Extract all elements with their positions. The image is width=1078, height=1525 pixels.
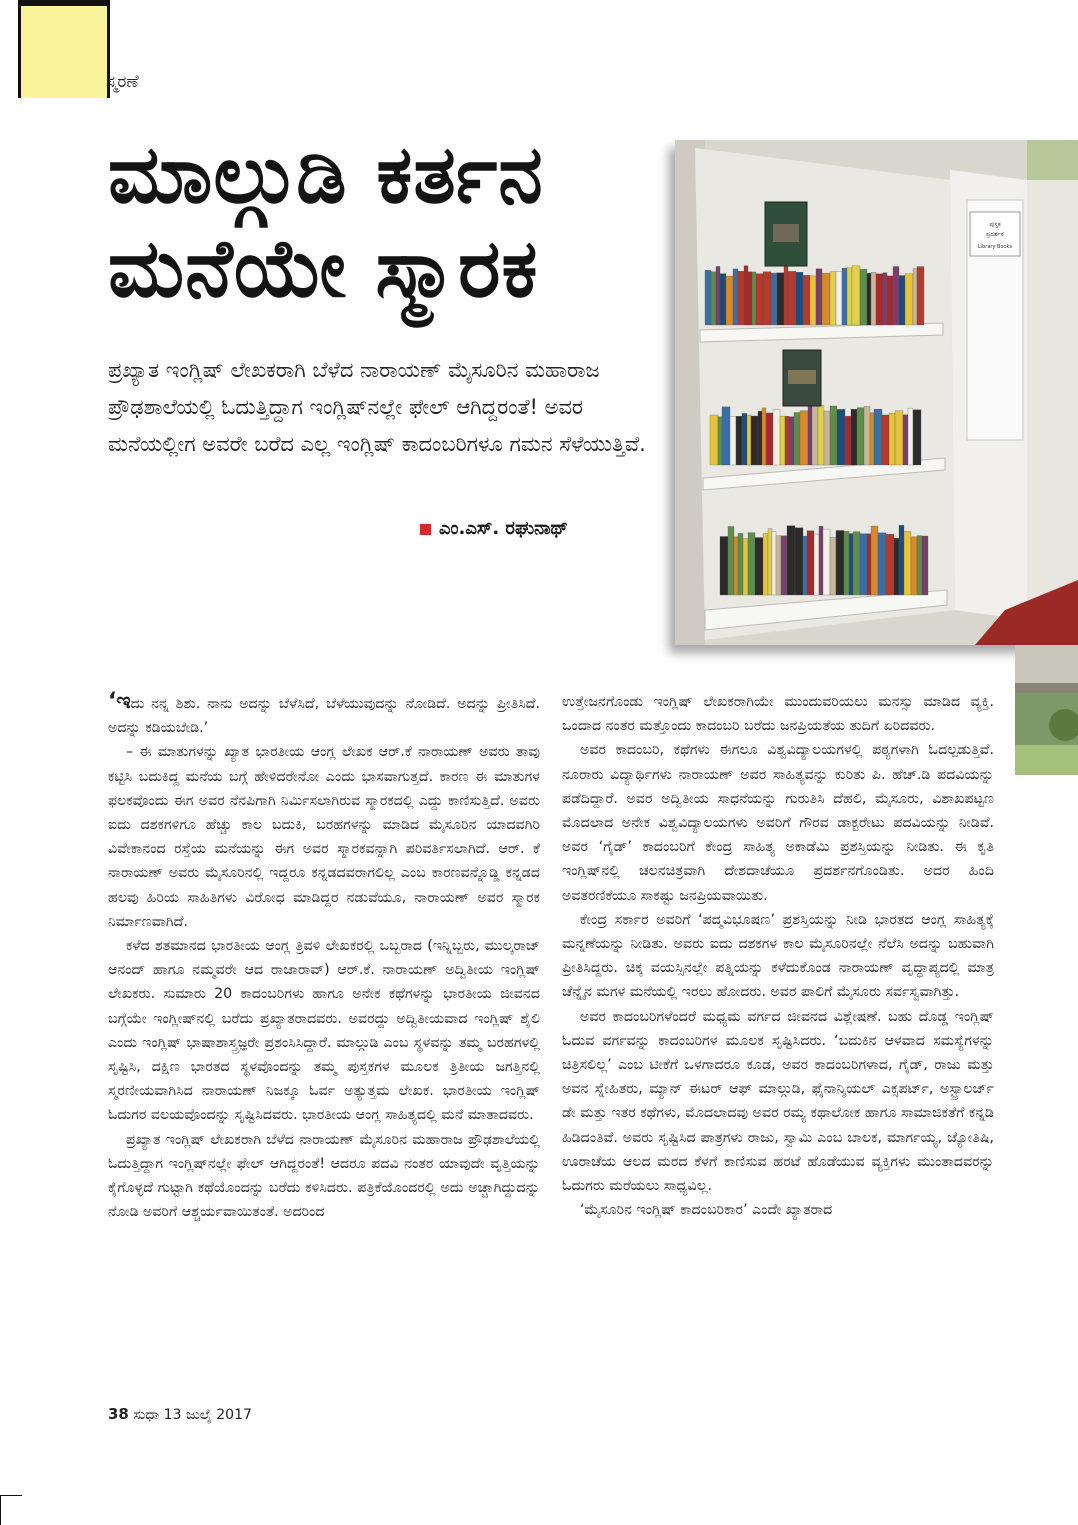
book-spine	[887, 276, 893, 325]
book-spine	[794, 412, 800, 465]
section-tab	[18, 0, 110, 98]
book-spine	[874, 409, 882, 465]
book-spine	[748, 272, 752, 325]
byline	[420, 518, 568, 539]
featured-book	[773, 224, 799, 242]
bookshelf-illustration	[675, 140, 1078, 645]
book-spine	[852, 266, 860, 325]
book-spine	[773, 409, 780, 465]
book-spine	[895, 411, 903, 465]
book-spine	[784, 266, 788, 325]
paragraph: ಪ್ರಖ್ಯಾತ ಇಂಗ್ಲಿಷ್ ಲೇಖಕರಾಗಿ ಬೆಳೆದ ನಾರಾಯಣ್ ಮೈಸೂರಿನ ಮಹಾರಾಜ ಪ್ರೌಢಶಾಲೆಯಲ್ಲಿ ಓದುತ್ತಿದ್ದಾಗ ಇಂಗ್ಲಿಷ್‌ನಲ್ಲೇ ಫೇಲ್ ಆಗಿದ್ದರಂತೆ! ಆದರೂ ಪದವಿ ನಂತರ ಯಾವುದೇ ವೃತ್ತಿಯನ್ನು ಕೈಗೊಳ್ಳದೆ ಗುಟ್ಟಾಗಿ ಕಥೆಯೊಂದನ್ನು ಬರೆದು ಕಳಿಸಿದರು. ಪತ್ರಿಕೆಯೊಂದರಲ್ಲಿ ಅದು ಅಚ್ಚಾಗಿದ್ದುದನ್ನು ನೋಡಿ ಅವರಿಗೆ ಆಶ್ಚರ್ಯವಾಯಿತಂತೆ. ಅದರಿಂದ	[108, 1131, 540, 1221]
article-column-left	[108, 690, 540, 1224]
book-spine	[747, 415, 751, 465]
byline-author: ಎಂ.ಎಸ್. ರಘುನಾಥ್	[439, 518, 569, 539]
book-spine	[800, 411, 808, 465]
book-spine	[886, 534, 894, 595]
paragraph: ಅವರ ಕಾದಂಬರಿ, ಕಥೆಗಳು ಈಗಲೂ ವಿಶ್ವವಿದ್ಯಾಲಯಗಳಲ್ಲಿ ಪಠ್ಯಗಳಾಗಿ ಓದಲ್ಪಡುತ್ತಿವೆ. ನೂರಾರು ವಿದ್ಯಾರ್ಥಿಗಳು ನಾರಾಯಣ್ ಅವರ ಸಾಹಿತ್ಯವನ್ನು ಕುರಿತು ಪಿ. ಹೆಚ್.ಡಿ ಪದವಿಯನ್ನು ಪಡೆದಿದ್ದಾರೆ. ಅವರ ಅದ್ವಿತೀಯ ಸಾಧನೆಯನ್ನು ಗುರುತಿಸಿ ದೆಹಲಿ, ಮೈಸೂರು, ವಿಶಾಖಪಟ್ಟಣ ಮೊದಲಾದ ಅನೇಕ ವಿಶ್ವವಿದ್ಯಾಲಯಗಳು ಅವರಿಗೆ ಗೌರವ ಡಾಕ್ಟರೇಟು ಪದವಿಯನ್ನು ನೀಡಿವೆ. ಅವರ ‘ಗೈಡ್’ ಕಾದಂಬರಿಗೆ ಕೇಂದ್ರ ಸಾಹಿತ್ಯ ಅಕಾಡೆಮಿ ಪ್ರಶಸ್ತಿಯನ್ನು ನೀಡಿತು. ಈ ಕೃತಿ ಇಂಗ್ಲಿಷ್‌ನಲ್ಲಿ ಚಲನಚಿತ್ರವಾಗಿ ದೇಶದಾಚೆಯೂ ಪ್ರದರ್ಶನಗೊಂಡಿತು. ಅದರ ಹಿಂದಿ ಅವತರಣಿಕೆಯೂ ಸಾಕಷ್ಟು ಜನಪ್ರಿಯವಾಯಿತು.	[562, 742, 994, 904]
book-spine	[836, 272, 842, 325]
paragraph: ‘ಮೈಸೂರಿನ ಇಂಗ್ಲಿಷ್ ಕಾದಂಬರಿಕಾರ’ ಎಂದೇ ಖ್ಯಾತರಾದ	[580, 1202, 833, 1219]
book-spine	[837, 409, 845, 465]
paragraph: ಅವರ ಕಾದಂಬರಿಗಳೆಂದರೆ ಮಧ್ಯಮ ವರ್ಗದ ಜೀವನದ ವಿಶ್ಲೇಷಣೆ. ಬಹು ದೊಡ್ಡ ಇಂಗ್ಲಿಷ್ ಓದುವ ವರ್ಗವನ್ನು ಕಾದಂಬರಿಗಳ ಮೂಲಕ ಸೃಷ್ಟಿಸಿದರು. ‘ಬದುಕಿನ ಆಳವಾದ ಸಮಸ್ಯೆಗಳನ್ನು ಚಿತ್ರಿಸಲಿಲ್ಲ’ ಎಂಬ ಟೀಕೆಗೆ ಒಳಗಾದರೂ ಕೂಡ, ಅವರ ಕಾದಂಬರಿಗಳಾದ, ಗೈಡ್, ರಾಜು ಮತ್ತು ಅವನ ಸ್ನೇಹಿತರು, ಮ್ಯಾನ್ ಈಟರ್ ಆಫ್ ಮಾಲ್ಗುಡಿ, ಫೈನಾನ್ಶಿಯಲ್ ಎಕ್ಸಪರ್ಟ್, ಅಸ್ಟ್ರಾಲರ್ಜ್ ಡೇ ಮತ್ತು ಇತರ ಕಥೆಗಳು, ಮೊದಲಾದವು ಅವರ ರಮ್ಯ ಕಥಾಲೋಕ ಹಾಗೂ ಸಾಮಾಜಿಕತೆಗೆ ಕನ್ನಡಿ ಹಿಡಿದಂತಿವೆ. ಅವರು ಸೃಷ್ಟಿಸಿದ ಪಾತ್ರಗಳು ರಾಜು, ಸ್ವಾಮಿ ಎಂಬ ಬಾಲಕ, ಮಾರ್ಗಯ್ಯ, ಜ್ಯೋತಿಷಿ, ಊರಾಚೆಯ ಆಲದ ಮರದ ಕೆಳಗೆ ಕಾಣಿಸುವ ಹರಟೆ ಹೊಡೆಯುವ ವ್ಯಕ್ತಿಗಳು ಮುಂತಾದವರನ್ನು ಓದುಗರು ಮರೆಯಲು ಸಾಧ್ಯವಿಲ್ಲ.	[562, 1008, 994, 1195]
issue-year: 2017	[216, 1407, 252, 1423]
book-spine	[849, 534, 853, 595]
crop-mark	[0, 1495, 1, 1525]
paragraph: ಕೇಂದ್ರ ಸರ್ಕಾರ ಅವರಿಗೆ ‘ಪದ್ಮವಿಭೂಷಣ’ ಪ್ರಶಸ್ತಿಯನ್ನು ನೀಡಿ ಭಾರತದ ಆಂಗ್ಲ ಸಾಹಿತ್ಯಕ್ಕೆ ಮನ್ನಣೆಯನ್ನು ನೀಡಿತು. ಅವರು ಐದು ದಶಕಗಳ ಕಾಲ ಮೈಸೂರಿನಲ್ಲೇ ನೆಲೆಸಿ ಅದನ್ನು ಬಹುವಾಗಿ ಪ್ರೀತಿಸಿದ್ದರು. ಚಿಕ್ಕ ವಯಸ್ಸಿನಲ್ಲೇ ಪತ್ನಿಯನ್ನು ಕಳೆದುಕೊಂಡ ನಾರಾಯಣ್ ವೃದ್ಧಾಪ್ಯದಲ್ಲಿ ಮಾತ್ರ ಚೆನ್ನೈನ ಮಗಳ ಮನೆಯಲ್ಲಿ ಇರಲು ಹೋದರು. ಅವರ ಪಾಲಿಗೆ ಮೈಸೂರು ಸರ್ವಸ್ವವಾಗಿತ್ತು.	[562, 911, 994, 1001]
book-spine	[796, 272, 803, 325]
book-spine	[922, 536, 928, 595]
book-spine	[720, 537, 728, 595]
book-spine	[876, 274, 883, 325]
book-spine	[899, 275, 905, 325]
book-spine	[903, 415, 908, 465]
book-spine	[913, 410, 921, 465]
book-spine	[771, 273, 777, 325]
book-spine	[751, 416, 758, 465]
book-spine	[710, 415, 718, 465]
book-spine	[716, 266, 720, 325]
book-spine	[883, 273, 887, 325]
book-spine	[845, 416, 851, 465]
book-spine	[787, 526, 795, 595]
issue-day: 13	[163, 1407, 182, 1423]
book-spine	[743, 539, 748, 595]
book-spine	[720, 274, 726, 325]
book-spine	[864, 406, 870, 465]
book-spine	[867, 273, 871, 325]
book-spine	[803, 275, 810, 325]
book-spine	[908, 408, 913, 465]
book-spine	[871, 272, 876, 325]
book-spine	[917, 536, 922, 595]
byline-bullet-icon	[420, 524, 431, 535]
garden-illustration	[1015, 645, 1078, 775]
bookshelf-photo	[675, 140, 1078, 645]
sign-text: Library Books	[977, 244, 1013, 250]
book-spine	[830, 272, 836, 325]
book-spine	[763, 272, 771, 325]
section-label: ಸ್ಮರಣೆ	[106, 72, 139, 92]
book-spine	[736, 416, 742, 465]
book-spine	[818, 405, 824, 465]
book-spine	[762, 408, 766, 465]
book-spine	[819, 526, 823, 595]
book-spine	[913, 269, 917, 325]
book-spine	[752, 272, 756, 325]
book-spine	[776, 536, 781, 595]
book-spine	[822, 273, 830, 325]
page-number: 38	[108, 1405, 129, 1423]
book-spine	[763, 534, 768, 595]
book-spine	[780, 416, 785, 465]
book-spine	[851, 409, 857, 465]
book-spine	[823, 529, 830, 595]
book-spine	[742, 413, 747, 465]
book-spine	[882, 415, 889, 465]
book-spine	[803, 536, 807, 595]
paragraph: ಕಳೆದ ಶತಮಾನದ ಭಾರತೀಯ ಆಂಗ್ಲ ತ್ರಿವಳಿ ಲೇಖಕರಲ್ಲಿ ಒಬ್ಬರಾದ (ಇನ್ನಿಬ್ಬರು, ಮುಲ್ಕರಾಜ್ ಆನಂದ್ ಹಾಗೂ ನಮ್ಮವರೇ ಆದ ರಾಜಾರಾವ್) ಆರ್.ಕೆ. ನಾರಾಯಣ್ ಅದ್ವಿತೀಯ ಇಂಗ್ಲಿಷ್ ಲೇಖಕರು. ಸುಮಾರು 20 ಕಾದಂಬರಿಗಳು ಹಾಗೂ ಅನೇಕ ಕಥೆಗಳನ್ನು ಭಾರತೀಯ ಜೀವನದ ಬಗ್ಗೆಯೇ ಇಂಗ್ಲೀಷ್‌ನಲ್ಲಿ ಬರೆದು ಪ್ರಖ್ಯಾತರಾದವರು. ಅವರದ್ದು ಅದ್ವಿತೀಯವಾದ ಇಂಗ್ಲಿಷ್ ಶೈಲಿ ಎಂದು ಇಂಗ್ಲಿಷ್ ಭಾಷಾಶಾಸ್ತ್ರಜ್ಞರೇ ಪ್ರಶಂಸಿಸಿದ್ದಾರೆ. ಮಾಲ್ಗುಡಿ ಎಂಬ ಸ್ಥಳವನ್ನು ತಮ್ಮ ಬರಹಗಳಲ್ಲಿ ಸೃಷ್ಟಿಸಿ, ದಕ್ಷಿಣ ಭಾರತದ ಸ್ಥಳವೊಂದನ್ನು ತಮ್ಮ ಪುಸ್ತಕಗಳ ಮೂಲಕ ತ್ರಿತೀಯ ಜಗತ್ತಿನಲ್ಲಿ ಸ್ಮರಣೀಯವಾಗಿಸಿದ ನಾರಾಯಣ್ ನಿಜಕ್ಕೂ ಓರ್ವ ಅತ್ಯುತ್ತಮ ಲೇಖಕ. ಭಾರತೀಯ ಇಂಗ್ಲಿಷ್ ಓದುಗರ ವಲಯವೊಂದನ್ನು ಸೃಷ್ಟಿಸಿದವರು. ಭಾರತೀಯ ಆಂಗ್ಲ ಸಾಹಿತ್ಯದಲ್ಲಿ ಮನೆ ಮಾತಾದವರು.	[108, 938, 540, 1124]
book-spine	[777, 273, 784, 325]
book-spine	[788, 271, 796, 325]
book-spine	[816, 269, 822, 325]
book-spine	[766, 413, 773, 465]
book-spine	[789, 417, 794, 465]
article-column-right	[562, 690, 994, 1222]
book-spine	[730, 416, 736, 465]
paragraph: ‘ಇದು ನನ್ನ ಶಿಶು. ನಾನು ಅದನ್ನು ಬೆಳೆಸಿದೆ, ಬೆಳೆಯುವುದನ್ನು ನೋಡಿದೆ. ಅದನ್ನು ಪ್ರೀತಿಸಿದೆ. ಅದನ್ನು ಕಡಿಯಬೇಡಿ.’	[108, 689, 540, 737]
book-spine	[758, 411, 762, 465]
book-spine	[844, 531, 849, 595]
book-spine	[830, 537, 836, 595]
book-spine	[733, 269, 738, 325]
book-spine	[734, 537, 738, 595]
book-spine	[893, 267, 899, 325]
book-spine	[705, 270, 711, 325]
book-spine	[878, 533, 886, 595]
book-spine	[847, 268, 852, 325]
book-spine	[911, 537, 917, 595]
standfirst: ಪ್ರಖ್ಯಾತ ಇಂಗ್ಲಿಷ್ ಲೇಖಕರಾಗಿ ಬೆಳೆದ ನಾರಾಯಣ್ ಮೈಸೂರಿನ ಮಹಾರಾಜ ಪ್ರೌಢಶಾಲೆಯಲ್ಲಿ ಓದುತ್ತಿದ್ದಾಗ ಇಂಗ್ಲಿಷ್‌ನಲ್ಲೇ ಫೇಲ್ ಆಗಿದ್ದರಂತೆ! ಅವರ ಮನೆಯಲ್ಲೀಗ ಅವರೇ ಬರೆದ ಎಲ್ಲ ಇಂಗ್ಲಿಷ್ ಕಾದಂಬರಿಗಳೂ ಗಮನ ಸೆಳೆಯುತ್ತಿವೆ.	[108, 358, 646, 456]
book-spine	[836, 530, 844, 595]
book-spine	[842, 268, 847, 325]
book-spine	[738, 533, 743, 595]
book-spine	[718, 417, 722, 465]
book-spine	[781, 536, 787, 595]
book-spine	[857, 408, 864, 465]
book-spine	[889, 413, 895, 465]
book-spine	[726, 276, 733, 325]
book-spine	[755, 538, 763, 595]
book-spine	[711, 272, 716, 325]
headline-line-1: ಮಾಲ್ಗುಡಿ ಕರ್ತನ	[108, 128, 544, 221]
book-spine	[810, 276, 816, 325]
magazine-name: ಸುಧಾ	[133, 1407, 160, 1423]
book-spine	[722, 407, 730, 465]
book-spine	[853, 532, 860, 595]
book-spine	[768, 529, 772, 595]
book-spine	[824, 411, 830, 465]
book-spine	[808, 406, 812, 465]
book-spine	[772, 531, 776, 595]
book-spine	[917, 267, 924, 325]
book-spine	[814, 534, 819, 595]
book-spine	[830, 406, 837, 465]
book-spine	[756, 274, 763, 325]
book-spine	[905, 274, 913, 325]
book-spine	[812, 406, 818, 465]
paragraph: – ಈ ಮಾತುಗಳನ್ನು ಖ್ಯಾತ ಭಾರತೀಯ ಆಂಗ್ಲ ಲೇಖಕ ಆರ್.ಕೆ ನಾರಾಯಣ್ ಅವರು ತಾವು ಕಟ್ಟಿಸಿ ಬದುಕಿದ್ದ ಮನೆಯ ಬಗ್ಗೆ ಹೇಳಿದರೇನೋ ಎಂದು ಭಾಸವಾಗುತ್ತದೆ. ಕಾರಣ ಈ ಮಾತುಗಳ ಫಲಕವೊಂದು ಈಗ ಅವರ ನೆನಪಿಗಾಗಿ ನಿರ್ಮಿಸಲಾಗಿರುವ ಸ್ಮಾರಕದಲ್ಲಿ ಎದ್ದು ಕಾಣಿಸುತ್ತಿದೆ. ಅವರು ಐದು ದಶಕಗಳಿಗೂ ಹೆಚ್ಚು ಕಾಲ ಬದುಕಿ, ಬರಹಗಳನ್ನು ಮಾಡಿದ ಮೈಸೂರಿನ ಯಾದವಗಿರಿ ವಿವೇಕಾನಂದ ರಸ್ತೆಯ ಮನೆಯನ್ನು ಈಗ ಅವರ ಸ್ಮಾರಕವನ್ನಾಗಿ ಪರಿವರ್ತಿಸಲಾಗಿದೆ. ಆರ್. ಕೆ ನಾರಾಯಣ್ ಅವರು ಮೈಸೂರಿನಲ್ಲಿ ಇದ್ದರೂ ಕನ್ನಡದವರಾಗಲಿಲ್ಲ ಎಂಬ ಕಾರಣವನ್ನೊಡ್ಡಿ ಕನ್ನಡದ ಹಲವು ಹಿರಿಯ ಸಾಹಿತಿಗಳು ವಿರೋಧ ಮಾಡಿದ್ದರ ನಡುವೆಯೂ, ನಾರಾಯಣ್ ಅವರ ಸ್ಮಾರಕ ನಿರ್ಮಾಣವಾಗಿದೆ.	[108, 744, 540, 930]
paragraph: ಉತ್ತೇಜನಗೊಂಡು ಇಂಗ್ಲಿಷ್ ಲೇಖಕರಾಗಿಯೇ ಮುಂದುವರಿಯಲು ಮನಸ್ಸು ಮಾಡಿದ ವ್ಯಕ್ತಿ. ಒಂದಾದ ನಂತರ ಮತ್ತೊಂದು ಕಾದಂಬರಿ ಬರೆದು ಜನಪ್ರಿಯತೆಯ ತುದಿಗೆ ಏರಿದವರು.	[562, 694, 994, 735]
book-spine	[870, 413, 874, 465]
book-spine	[748, 533, 755, 595]
headline-line-2: ಮನೆಯೇ ಸ್ಮಾರಕ	[108, 222, 539, 315]
issue-month: ಜುಲೈ	[185, 1407, 212, 1423]
book-spines	[705, 266, 928, 595]
book-spine	[807, 531, 814, 595]
book-spine	[904, 531, 911, 595]
book-spine	[738, 271, 744, 325]
book-spine	[795, 528, 803, 595]
featured-book	[788, 370, 816, 384]
book-spine	[899, 525, 904, 595]
book-spine	[860, 269, 867, 325]
crop-mark	[0, 1495, 22, 1496]
book-spine	[867, 534, 871, 595]
book-spine	[871, 526, 878, 595]
garden-photo-strip	[1015, 645, 1078, 775]
book-spine	[744, 266, 748, 325]
sign-text: ಪ್ರದರ್ಶನ	[986, 231, 1004, 238]
book-spine	[860, 534, 867, 595]
page-footer	[108, 1405, 252, 1423]
book-spine	[728, 526, 734, 595]
sign-text: ಪುಸ್ತಕ	[989, 221, 1001, 228]
book-spine	[894, 538, 899, 595]
book-spine	[785, 416, 789, 465]
